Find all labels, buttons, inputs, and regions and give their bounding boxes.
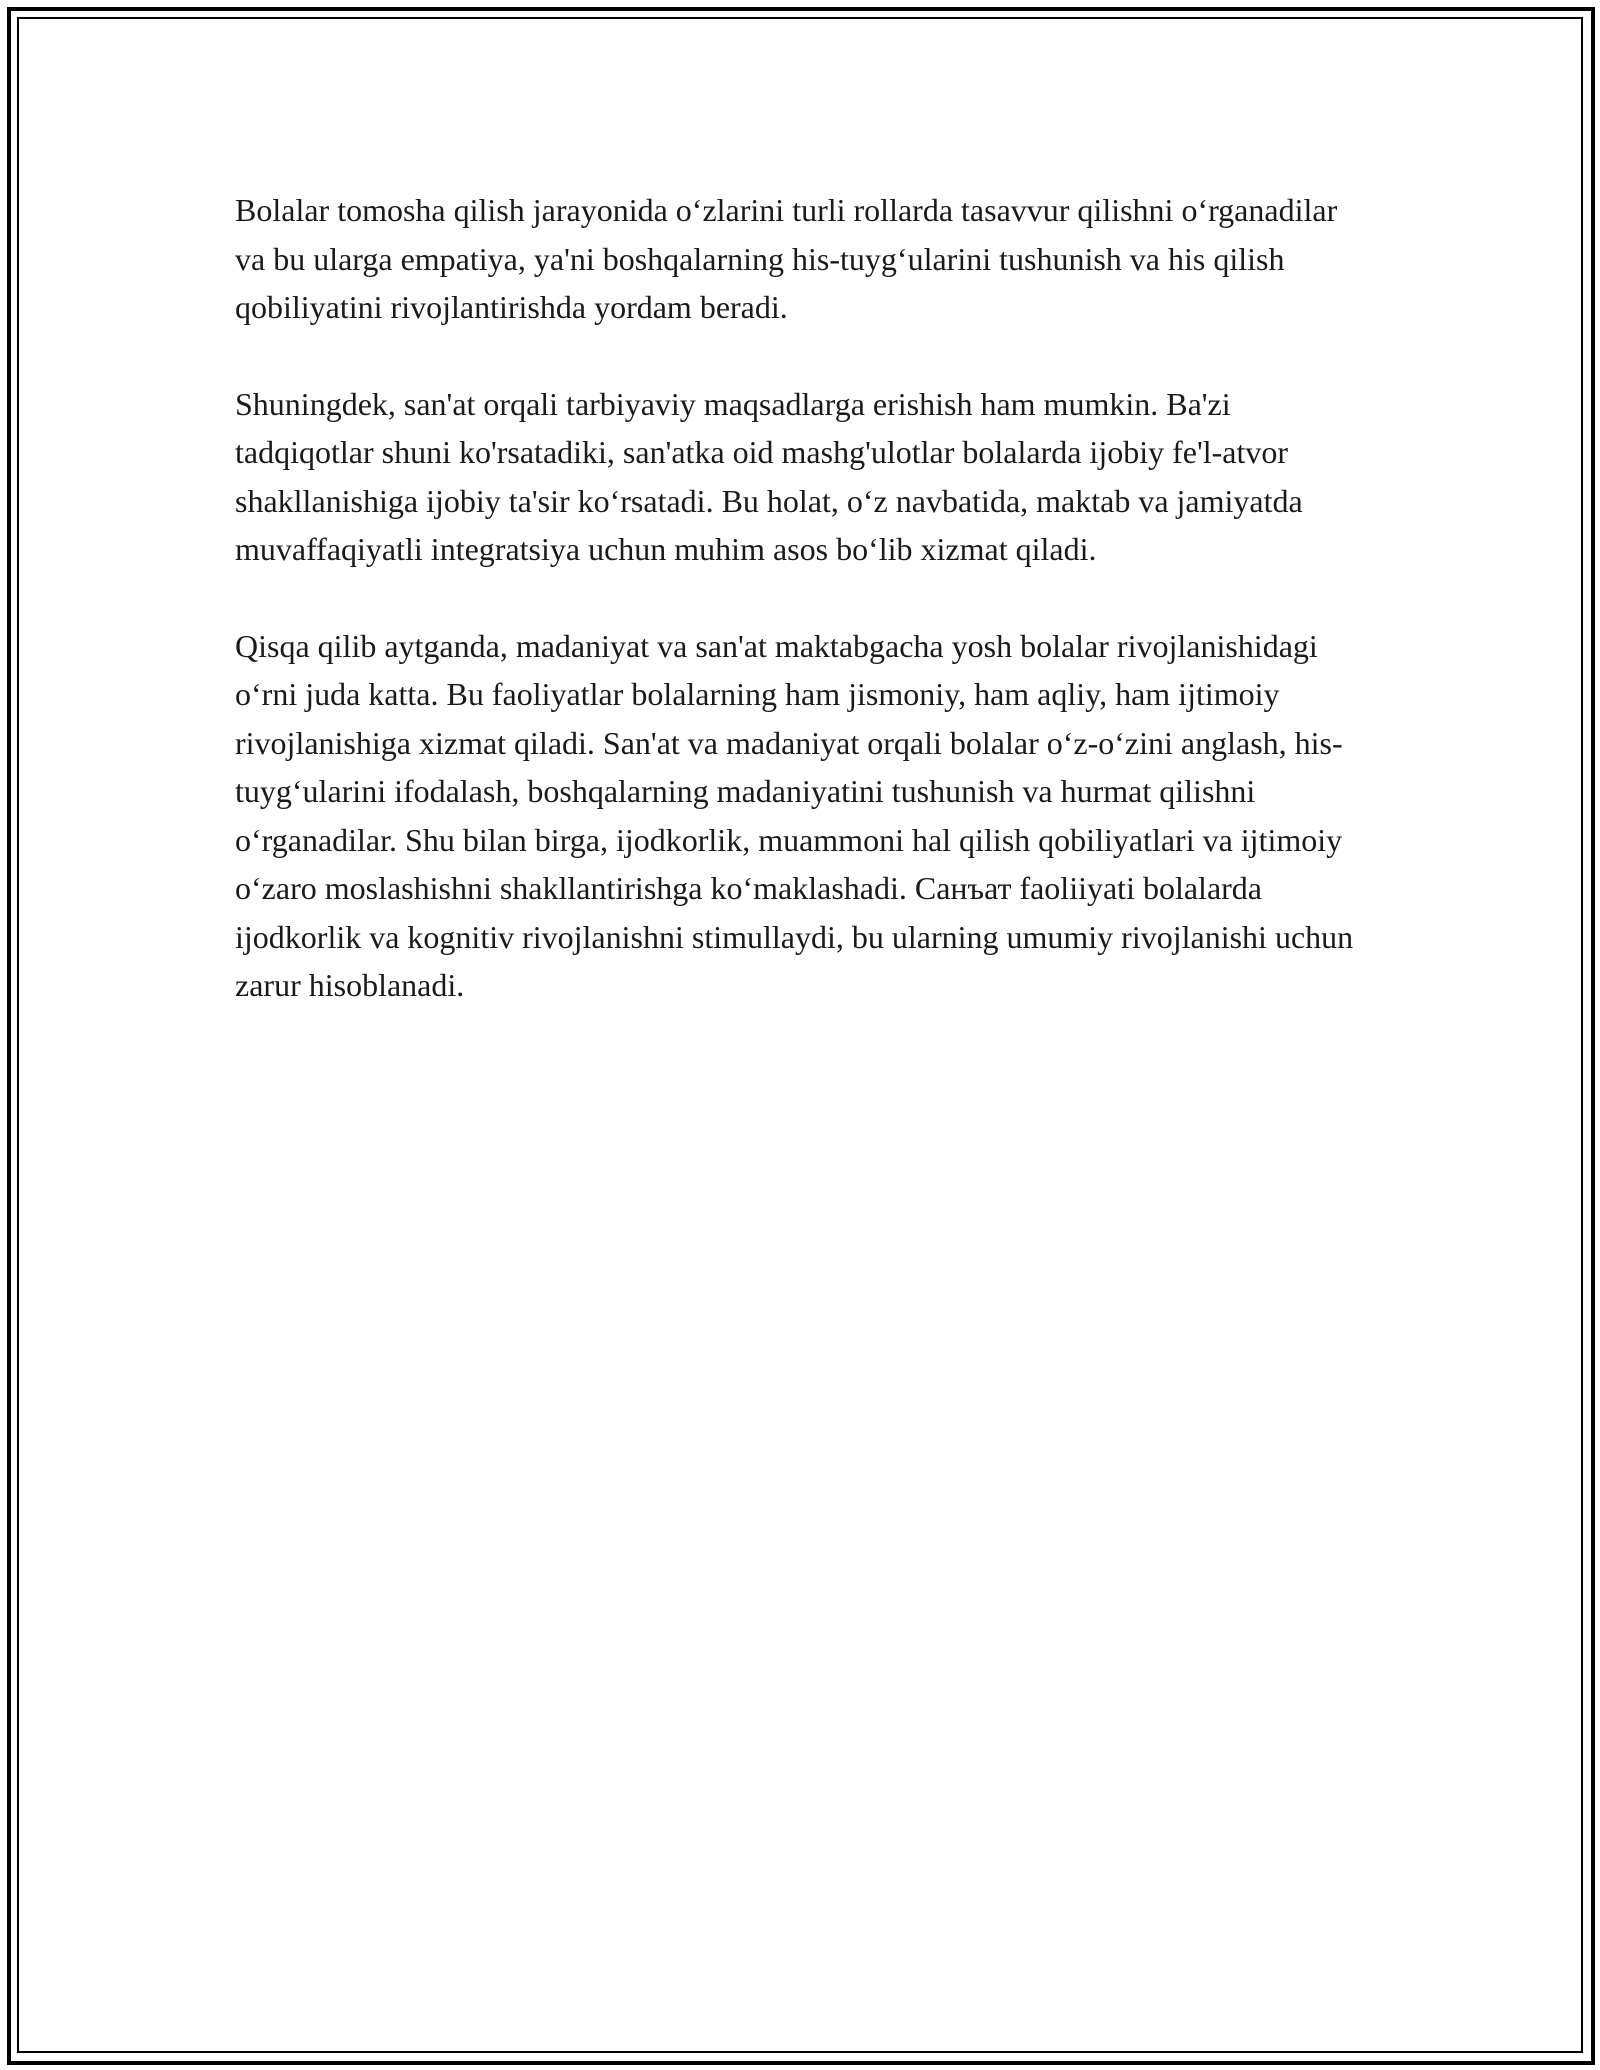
paragraph-2: Shuningdek, san'at orqali tarbiyaviy maqsadlarga erishish ham mumkin. Ba'zi tadqiqotlar shuni ko'rsatadiki, san'atka oid mashg'ulotlar bolalarda ijobiy fe'l-atvor shakllanishiga ijobiy ta'sir ko‘rsatadi. Bu holat, o‘z navbatida, maktab va jamiyatda muvaffaqiyatli integratsiya uchun muhim asos bo‘lib xizmat qiladi. [235, 385, 1303, 567]
document-body [235, 186, 1360, 1058]
paragraph-1: Bolalar tomosha qilish jarayonida o‘zlarini turli rollarda tasavvur qilishni o‘rganadilar va bu ularga empatiya, ya'ni boshqalarning his-tuyg‘ularini tushunish va his qilish qobiliyatini rivojlantirishda yordam beradi. [235, 192, 1338, 325]
paragraph-3: Qisqa qilib aytganda, madaniyat va san'at maktabgacha yosh bolalar rivojlanishidagi o‘rni juda katta. Bu faoliyatlar bolalarning ham jismoniy, ham aqliy, ham ijtimoiy rivojlanishiga xizmat qiladi. San'at va madaniyat orqali bolalar o‘z-o‘zini anglash, his-tuyg‘ularini ifodalash, boshqalarning madaniyatini tushunish va hurmat qilishni o‘rganadilar. Shu bilan birga, ijodkorlik, muammoni hal qilish qobiliyatlari va ijtimoiy o‘zaro moslashishni shakllantirishga ko‘maklashadi. Санъат faoliiyati bolalarda ijodkorlik va kognitiv rivojlanishni stimullaydi, bu ularning umumiy rivojlanishi uchun zarur hisoblanadi. [235, 627, 1354, 1003]
